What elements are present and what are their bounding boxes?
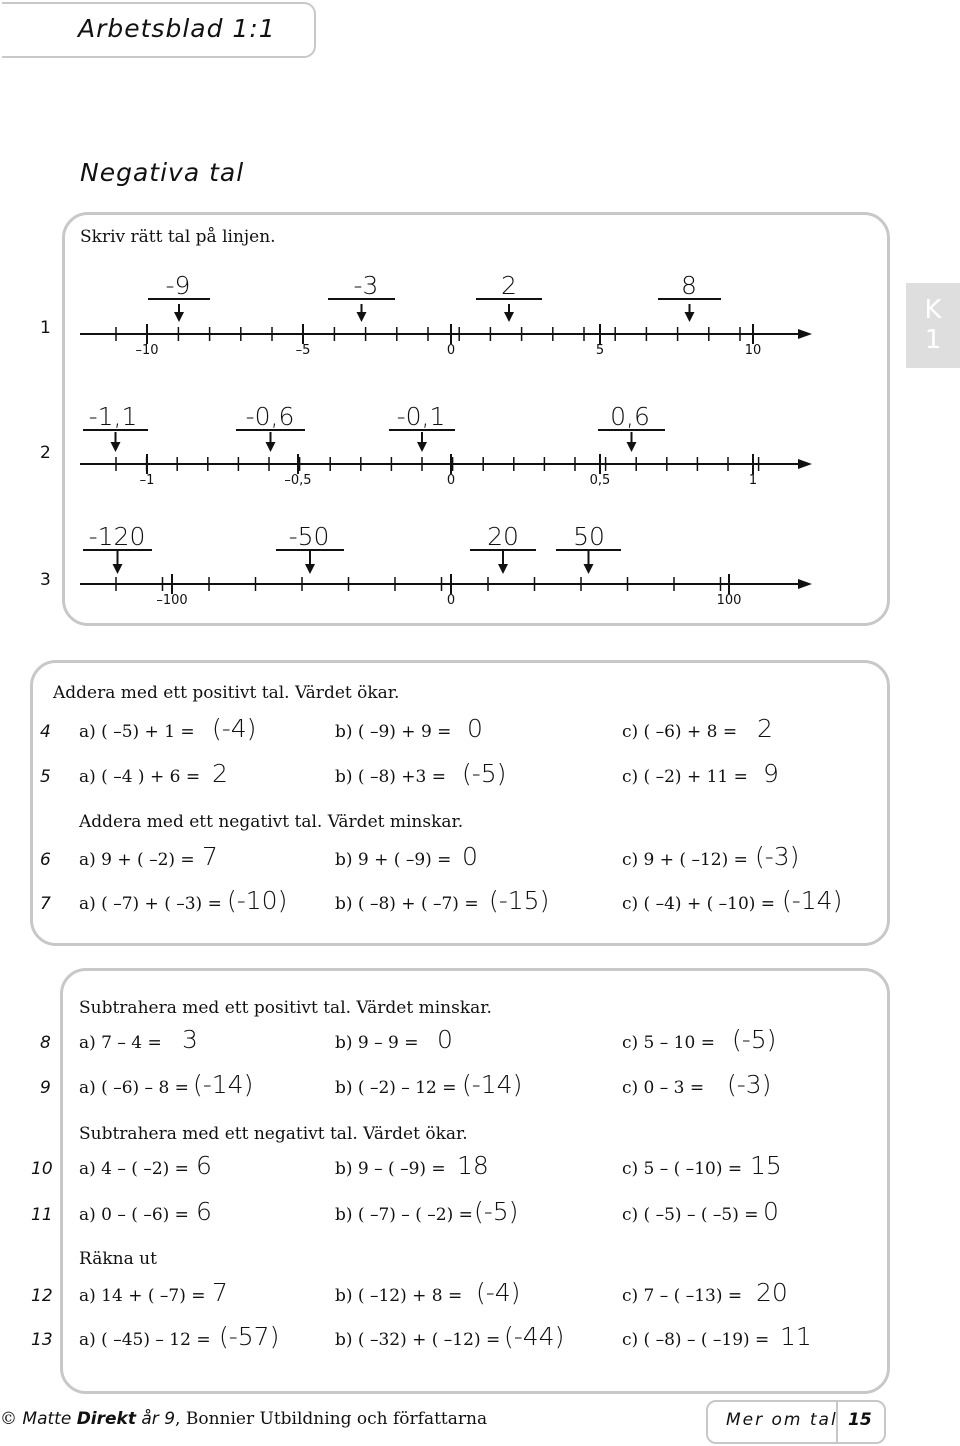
- problem-expression: c) 5 – 10 =: [622, 1033, 715, 1053]
- chapter-tab: [906, 283, 960, 368]
- problem-expression: b) ( –12) + 8 =: [335, 1286, 463, 1306]
- problem-expression: b) 9 – 9 =: [335, 1033, 419, 1053]
- problem-expression: a) 9 + ( –2) =: [79, 850, 195, 870]
- problem-expression: a) 4 – ( –2) =: [79, 1159, 189, 1179]
- problem-answer: (-5): [732, 1025, 777, 1054]
- chapter-tab-letter: K: [924, 295, 942, 325]
- answer-text: -0,6: [245, 402, 295, 431]
- instruction-compute: Räkna ut: [79, 1249, 157, 1269]
- instruction-sub-negative: Subtrahera med ett negativt tal. Värdet ökar.: [79, 1124, 468, 1144]
- problem-expression: b) ( –9) + 9 =: [335, 722, 452, 742]
- problem-answer: (-5): [474, 1197, 519, 1226]
- problem-expression: c) 9 + ( –12) =: [622, 850, 748, 870]
- problem-answer: (-14): [193, 1070, 254, 1099]
- problem-expression: a) ( –6) – 8 =: [79, 1078, 189, 1098]
- problem-number: 11: [31, 1205, 53, 1225]
- tick-label: 0,5: [589, 473, 611, 488]
- problem-answer: (-57): [219, 1322, 280, 1351]
- problem-answer: 9: [763, 759, 779, 788]
- problem-expression: a) ( –7) + ( –3) =: [79, 894, 222, 914]
- problem-number: 13: [31, 1330, 53, 1350]
- tick-label: –0,5: [284, 473, 312, 488]
- problem-expression: c) ( –8) – ( –19) =: [622, 1330, 770, 1350]
- tick-label: 0: [446, 593, 456, 608]
- problem-expression: b) ( –7) – ( –2) =: [335, 1205, 473, 1225]
- problem-expression: a) ( –4 ) + 6 =: [79, 767, 201, 787]
- answer-text: -0,1: [396, 402, 446, 431]
- problem-answer: 2: [212, 759, 228, 788]
- page-number: 15: [848, 1410, 872, 1430]
- problem-number: 6: [40, 850, 51, 870]
- problem-answer: (-3): [755, 842, 800, 871]
- answer-text: 20: [487, 522, 519, 551]
- problem-answer: 7: [212, 1278, 228, 1307]
- problem-expression: c) ( –2) + 11 =: [622, 767, 748, 787]
- problem-expression: a) ( –5) + 1 =: [79, 722, 195, 742]
- problem-expression: a) 0 – ( –6) =: [79, 1205, 189, 1225]
- problem-expression: b) ( –8) +3 =: [335, 767, 447, 787]
- tick-label: –100: [156, 593, 188, 608]
- tick-label: 0: [446, 343, 456, 358]
- section-title: Negativa tal: [80, 158, 245, 187]
- title-box: [2, 2, 316, 58]
- problem-answer: 0: [437, 1025, 453, 1054]
- problem-answer: 3: [182, 1025, 198, 1054]
- problem-answer: (-3): [727, 1070, 772, 1099]
- problem-answer: 11: [780, 1322, 812, 1351]
- problem-expression: b) ( –2) – 12 =: [335, 1078, 457, 1098]
- problem-answer: 0: [462, 842, 478, 871]
- instruction-add-positive: Addera med ett positivt tal. Värdet ökar.: [53, 683, 400, 703]
- answer-text: 0,6: [610, 402, 650, 431]
- footer-divider: [836, 1402, 838, 1442]
- answer-text: -3: [353, 271, 379, 300]
- problem-answer: 6: [196, 1197, 212, 1226]
- worksheet-title: Arbetsblad 1:1: [78, 14, 276, 43]
- tick-label: 10: [744, 343, 762, 358]
- problem-number: 2: [40, 443, 51, 463]
- answer-text: -1,1: [88, 402, 138, 431]
- problem-answer: (-4): [212, 714, 257, 743]
- tick-label: –5: [295, 343, 311, 358]
- problem-number: 9: [40, 1078, 51, 1098]
- tick-label: –10: [135, 343, 159, 358]
- instruction-sub-positive: Subtrahera med ett positivt tal. Värdet minskar.: [79, 998, 492, 1018]
- problem-number: 1: [40, 318, 51, 338]
- copyright-symbol: ©: [0, 1409, 17, 1429]
- problem-answer: (-14): [462, 1070, 523, 1099]
- problem-answer: (-4): [476, 1278, 521, 1307]
- problem-number: 3: [40, 570, 51, 590]
- footer-box: [706, 1400, 886, 1444]
- answer-text: -50: [288, 522, 330, 551]
- problem-answer: (-10): [227, 886, 288, 915]
- problem-number: 10: [31, 1159, 53, 1179]
- problem-answer: 0: [467, 714, 483, 743]
- problem-answer: 18: [457, 1151, 489, 1180]
- footer-credit: [0, 1409, 487, 1429]
- answer-text: 8: [681, 271, 697, 300]
- instruction-add-negative: Addera med ett negativt tal. Värdet minskar.: [79, 812, 464, 832]
- tick-label: 5: [595, 343, 605, 358]
- chapter-tab-number: 1: [924, 325, 942, 355]
- problem-number: 4: [40, 722, 51, 742]
- series-name: Mer om tal: [726, 1410, 838, 1430]
- problem-answer: (-44): [504, 1322, 565, 1351]
- answer-text: 2: [501, 271, 517, 300]
- book-name-c: år 9: [141, 1409, 176, 1429]
- problem-expression: c) ( –5) – ( –5) =: [622, 1205, 759, 1225]
- problem-answer: (-15): [489, 886, 550, 915]
- problem-expression: b) ( –8) + ( –7) =: [335, 894, 479, 914]
- problem-expression: b) ( –32) + ( –12) =: [335, 1330, 501, 1350]
- book-name-a: Matte: [22, 1409, 72, 1429]
- problem-answer: (-14): [782, 886, 843, 915]
- tick-label: –1: [139, 473, 155, 488]
- answer-text: -120: [88, 522, 146, 551]
- problem-answer: 6: [196, 1151, 212, 1180]
- problem-number: 8: [40, 1033, 51, 1053]
- problem-answer: 15: [750, 1151, 782, 1180]
- tick-label: 1: [748, 473, 758, 488]
- problem-expression: c) 0 – 3 =: [622, 1078, 705, 1098]
- problem-number: 5: [40, 767, 51, 787]
- problem-expression: c) ( –4) + ( –10) =: [622, 894, 776, 914]
- tick-label: 0: [446, 473, 456, 488]
- problem-number: 12: [31, 1286, 53, 1306]
- problem-expression: b) 9 + ( –9) =: [335, 850, 452, 870]
- book-name-b: Direkt: [76, 1409, 136, 1429]
- problem-number: 7: [40, 894, 51, 914]
- problem-expression: c) ( –6) + 8 =: [622, 722, 738, 742]
- instruction: Skriv rätt tal på linjen.: [80, 227, 276, 247]
- publisher: , Bonnier Utbildning och författarna: [175, 1409, 488, 1429]
- problem-expression: c) 5 – ( –10) =: [622, 1159, 743, 1179]
- problem-expression: c) 7 – ( –13) =: [622, 1286, 743, 1306]
- problem-expression: a) 14 + ( –7) =: [79, 1286, 206, 1306]
- problem-answer: 0: [763, 1197, 779, 1226]
- problem-answer: (-5): [462, 759, 507, 788]
- problem-expression: a) ( –45) – 12 =: [79, 1330, 211, 1350]
- answer-text: 50: [573, 522, 605, 551]
- problem-expression: a) 7 – 4 =: [79, 1033, 162, 1053]
- problem-answer: 7: [202, 842, 218, 871]
- tick-label: 100: [716, 593, 742, 608]
- problem-expression: b) 9 – ( –9) =: [335, 1159, 446, 1179]
- problem-answer: 20: [756, 1278, 788, 1307]
- problem-answer: 2: [757, 714, 773, 743]
- answer-text: -9: [165, 271, 191, 300]
